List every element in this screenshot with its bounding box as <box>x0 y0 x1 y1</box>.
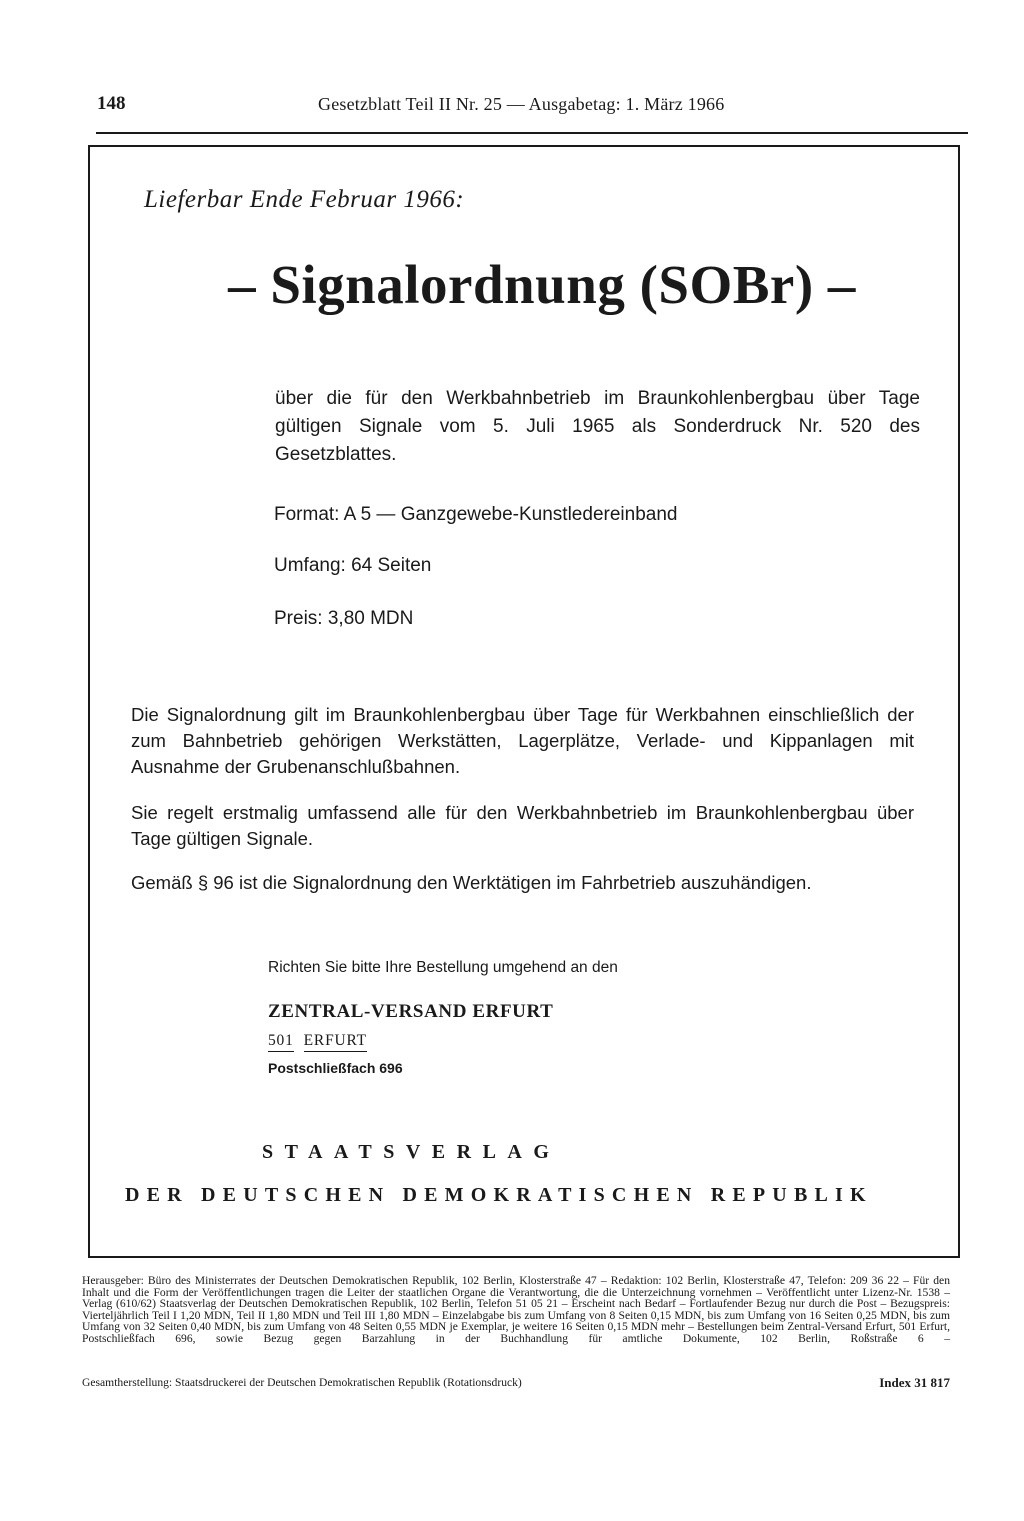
paragraph-distribution: Gemäß § 96 ist die Signalordnung den Werktätigen im Fahrbetrieb auszuhändigen. <box>131 872 812 893</box>
vendor-name: ZENTRAL-VERSAND ERFURT <box>268 1001 554 1022</box>
subtitle-line-2: gültigen Signale vom 5. Juli 1965 als Sonderdruck Nr. 520 des Gesetzblattes. <box>275 416 920 465</box>
publisher-line-2: DER DEUTSCHEN DEMOKRATISCHEN REPUBLIK <box>125 1184 873 1206</box>
paragraph-purpose: Sie regelt erstmalig umfassend alle für den Werkbahnbetrieb im Braunkohlenbergbau über Tage gültigen Signale. <box>131 802 914 849</box>
vendor-po-box: Postschließfach 696 <box>268 1060 403 1076</box>
vendor-city: ERFURT <box>304 1032 367 1052</box>
spec-format: Format: A 5 — Ganzgewebe-Kunstledereinband <box>274 504 678 525</box>
spec-umfang: Umfang: 64 Seiten <box>274 555 432 576</box>
vendor-address <box>268 1032 367 1052</box>
spec-preis: Preis: 3,80 MDN <box>274 608 414 629</box>
paragraph-scope: Die Signalordnung gilt im Braunkohlenbergbau über Tage für Werkbahnen einschließlich der zum Bahnbetrieb gehörigen Werkstätten, Lagerplätze, Verlade- und Kippanlagen mit Ausnahme der Grubenanschlußbahnen. <box>131 704 914 777</box>
page-number: 148 <box>97 93 126 114</box>
header-rule <box>96 132 968 134</box>
imprint-text: Herausgeber: Büro des Ministerrates der Deutschen Demokratischen Republik, 102 Berlin, Klosterstraße 47 – Redaktion: 102 Berlin, Klosterstraße 47, Telefon: 209 36 22 – Für den Inhalt und die Form der Veröffentlichungen tragen die Leiter der staatlichen Organe die Verantwortung, die die Unterzeichnung vornehmen – Veröffentlicht unter Lizenz-Nr. 1538 – Verlag (610/62) Staatsverlag der Deutschen Demokratischen Republik, 102 Berlin, Telefon 51 05 21 – Erscheint nach Bedarf – Fortlaufender Bezug nur durch die Post – Bezugspreis: Vierteljährlich Teil I 1,20 MDN, Teil II 1,80 MDN und Teil III 1,80 MDN – Einzelabgabe bis zum Umfang von 8 Seiten 0,15 MDN, bis zum Umfang von 16 Seiten 0,25 MDN, bis zum Umfang von 32 Seiten 0,40 MDN, bis zum Umfang von 48 Seiten 0,55 MDN je Exemplar, je weitere 16 Seiten 0,15 MDN mehr – Bestellungen beim Zentral-Versand Erfurt, 501 Erfurt, Postschließfach 696, sowie Bezug gegen Barzahlung in der Buchhandlung für amtliche Dokumente, 102 Berlin, Roßstraße 6 – <box>82 1274 950 1345</box>
publisher-line-1: STAATSVERLAG <box>262 1141 561 1163</box>
availability-note: Lieferbar Ende Februar 1966: <box>144 186 465 213</box>
running-header: Gesetzblatt Teil II Nr. 25 — Ausgabetag: 1. März 1966 <box>318 94 725 114</box>
vendor-postcode: 501 <box>268 1032 294 1052</box>
ad-title: – Signalordnung (SOBr) – <box>228 254 856 315</box>
ad-subtitle <box>275 385 920 469</box>
imprint-index: Index 31 817 <box>879 1375 950 1390</box>
imprint-printer: Gesamtherstellung: Staatsdruckerei der Deutschen Demokratischen Republik (Rotationsdruck) <box>82 1376 522 1389</box>
imprint-footer <box>82 1377 950 1389</box>
order-note: Richten Sie bitte Ihre Bestellung umgehend an den <box>268 959 618 976</box>
subtitle-line-1: über die für den Werkbahnbetrieb im Braunkohlenbergbau über Tage <box>275 388 920 409</box>
